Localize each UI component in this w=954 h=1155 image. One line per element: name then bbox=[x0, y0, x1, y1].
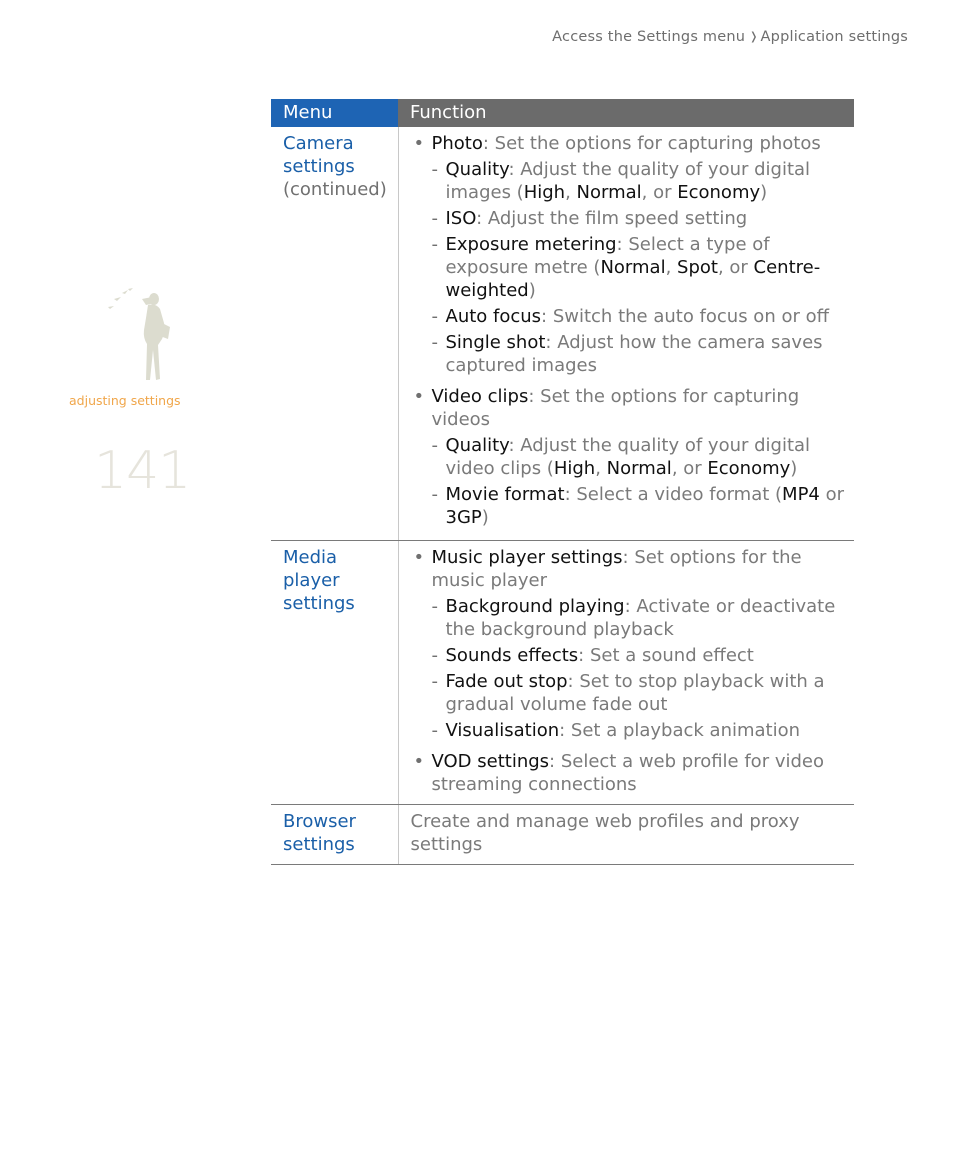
option-desc: : Switch the auto focus on or off bbox=[541, 306, 830, 327]
list-item-vod-settings bbox=[411, 750, 851, 796]
sub-item-movie-format bbox=[432, 483, 851, 529]
sub-item-quality bbox=[432, 158, 851, 204]
separator: ) bbox=[528, 280, 536, 301]
sub-item-single-shot bbox=[432, 331, 851, 377]
function-column-header: Function bbox=[398, 99, 854, 127]
separator: , bbox=[595, 458, 607, 479]
option-value: Normal bbox=[600, 257, 666, 278]
option-desc: : Adjust the film speed setting bbox=[476, 208, 748, 229]
option-desc: : Adjust the quality of your digital images ( bbox=[445, 159, 811, 203]
sub-item-auto-focus bbox=[432, 305, 851, 328]
function-cell bbox=[398, 127, 854, 541]
option-name: Auto focus bbox=[445, 306, 542, 327]
option-desc: : Select a web profile for video streaming connections bbox=[431, 751, 824, 795]
option-desc: : Set options for the music player bbox=[431, 547, 802, 591]
table-row-media-player-settings bbox=[271, 541, 854, 805]
sub-item-fade-out-stop bbox=[432, 670, 851, 716]
table-row-camera-settings bbox=[271, 127, 854, 541]
separator: , bbox=[665, 257, 678, 278]
separator: , bbox=[565, 182, 577, 203]
option-value: Normal bbox=[606, 458, 672, 479]
sub-item-exposure-metering bbox=[432, 233, 851, 302]
menu-cell bbox=[271, 127, 398, 541]
option-value: Economy bbox=[707, 458, 791, 479]
side-illustration bbox=[60, 285, 190, 385]
option-value: Economy bbox=[677, 182, 761, 203]
option-name: Music player settings bbox=[431, 547, 623, 568]
menu-cell bbox=[271, 541, 398, 805]
menu-column-header: Menu bbox=[271, 99, 398, 127]
option-name: Exposure metering bbox=[445, 234, 617, 255]
continued-note: (continued) bbox=[283, 179, 387, 200]
option-value: High bbox=[553, 458, 596, 479]
option-name: Photo bbox=[431, 133, 483, 154]
option-name: VOD settings bbox=[431, 751, 550, 772]
option-desc: : Select a type of exposure metre ( bbox=[445, 234, 770, 278]
separator: ) bbox=[790, 458, 798, 479]
option-name: Sounds effects bbox=[445, 645, 579, 666]
separator: , or bbox=[641, 182, 678, 203]
option-value: MP4 bbox=[782, 484, 820, 505]
option-desc: : Select a video format ( bbox=[564, 484, 783, 505]
sub-item-iso bbox=[432, 207, 851, 230]
media-player-settings-link[interactable]: Media player settings bbox=[283, 547, 355, 614]
separator: , or bbox=[671, 458, 708, 479]
separator: or bbox=[819, 484, 845, 505]
option-desc: : Set to stop playback with a gradual volume fade out bbox=[445, 671, 825, 715]
option-name: Quality bbox=[445, 435, 509, 456]
option-desc: : Adjust how the camera saves captured images bbox=[445, 332, 823, 376]
sub-item-background-playing bbox=[432, 595, 851, 641]
separator: ) bbox=[760, 182, 768, 203]
option-name: Visualisation bbox=[445, 720, 560, 741]
option-name: Movie format bbox=[445, 484, 565, 505]
sub-item-visualisation bbox=[432, 719, 851, 742]
sub-item-sounds-effects bbox=[432, 644, 851, 667]
sub-item-video-quality bbox=[432, 434, 851, 480]
separator: ) bbox=[481, 507, 489, 528]
photographer-silhouette-icon bbox=[102, 285, 182, 385]
option-value: Centre-weighted bbox=[445, 257, 821, 301]
option-desc: : Set a playback animation bbox=[559, 720, 801, 741]
breadcrumb-page[interactable]: Application settings bbox=[760, 29, 908, 45]
section-label: adjusting settings bbox=[69, 393, 181, 408]
browser-settings-desc: Create and manage web profiles and proxy settings bbox=[410, 811, 800, 855]
table-row-browser-settings bbox=[271, 805, 854, 865]
list-item-music-player-settings bbox=[411, 546, 851, 742]
breadcrumb-separator-icon: ❭ bbox=[749, 30, 759, 43]
option-value: Spot bbox=[677, 257, 718, 278]
option-name: Background playing bbox=[445, 596, 625, 617]
breadcrumb bbox=[552, 29, 908, 45]
option-name: Single shot bbox=[445, 332, 546, 353]
separator: , or bbox=[717, 257, 754, 278]
table-header-row bbox=[271, 99, 854, 127]
camera-settings-link[interactable]: Camera settings bbox=[283, 133, 355, 177]
option-name: Fade out stop bbox=[445, 671, 568, 692]
option-desc: : Activate or deactivate the background playback bbox=[445, 596, 836, 640]
breadcrumb-section[interactable]: Access the Settings menu bbox=[552, 29, 746, 45]
option-name: ISO bbox=[445, 208, 477, 229]
list-item-photo bbox=[411, 132, 851, 377]
settings-table bbox=[271, 99, 854, 865]
option-value: High bbox=[523, 182, 566, 203]
function-cell bbox=[398, 805, 854, 865]
option-value: 3GP bbox=[445, 507, 482, 528]
option-value: Normal bbox=[576, 182, 642, 203]
menu-cell bbox=[271, 805, 398, 865]
browser-settings-link[interactable]: Browser settings bbox=[283, 811, 356, 855]
option-desc: : Set a sound effect bbox=[578, 645, 754, 666]
option-name: Video clips bbox=[431, 386, 529, 407]
option-desc: : Set the options for capturing videos bbox=[431, 386, 800, 430]
option-name: Quality bbox=[445, 159, 509, 180]
list-item-video-clips bbox=[411, 385, 851, 529]
page-number: 141 bbox=[94, 441, 191, 501]
option-desc: : Set the options for capturing photos bbox=[482, 133, 821, 154]
function-cell bbox=[398, 541, 854, 805]
option-desc: : Adjust the quality of your digital video clips ( bbox=[445, 435, 811, 479]
